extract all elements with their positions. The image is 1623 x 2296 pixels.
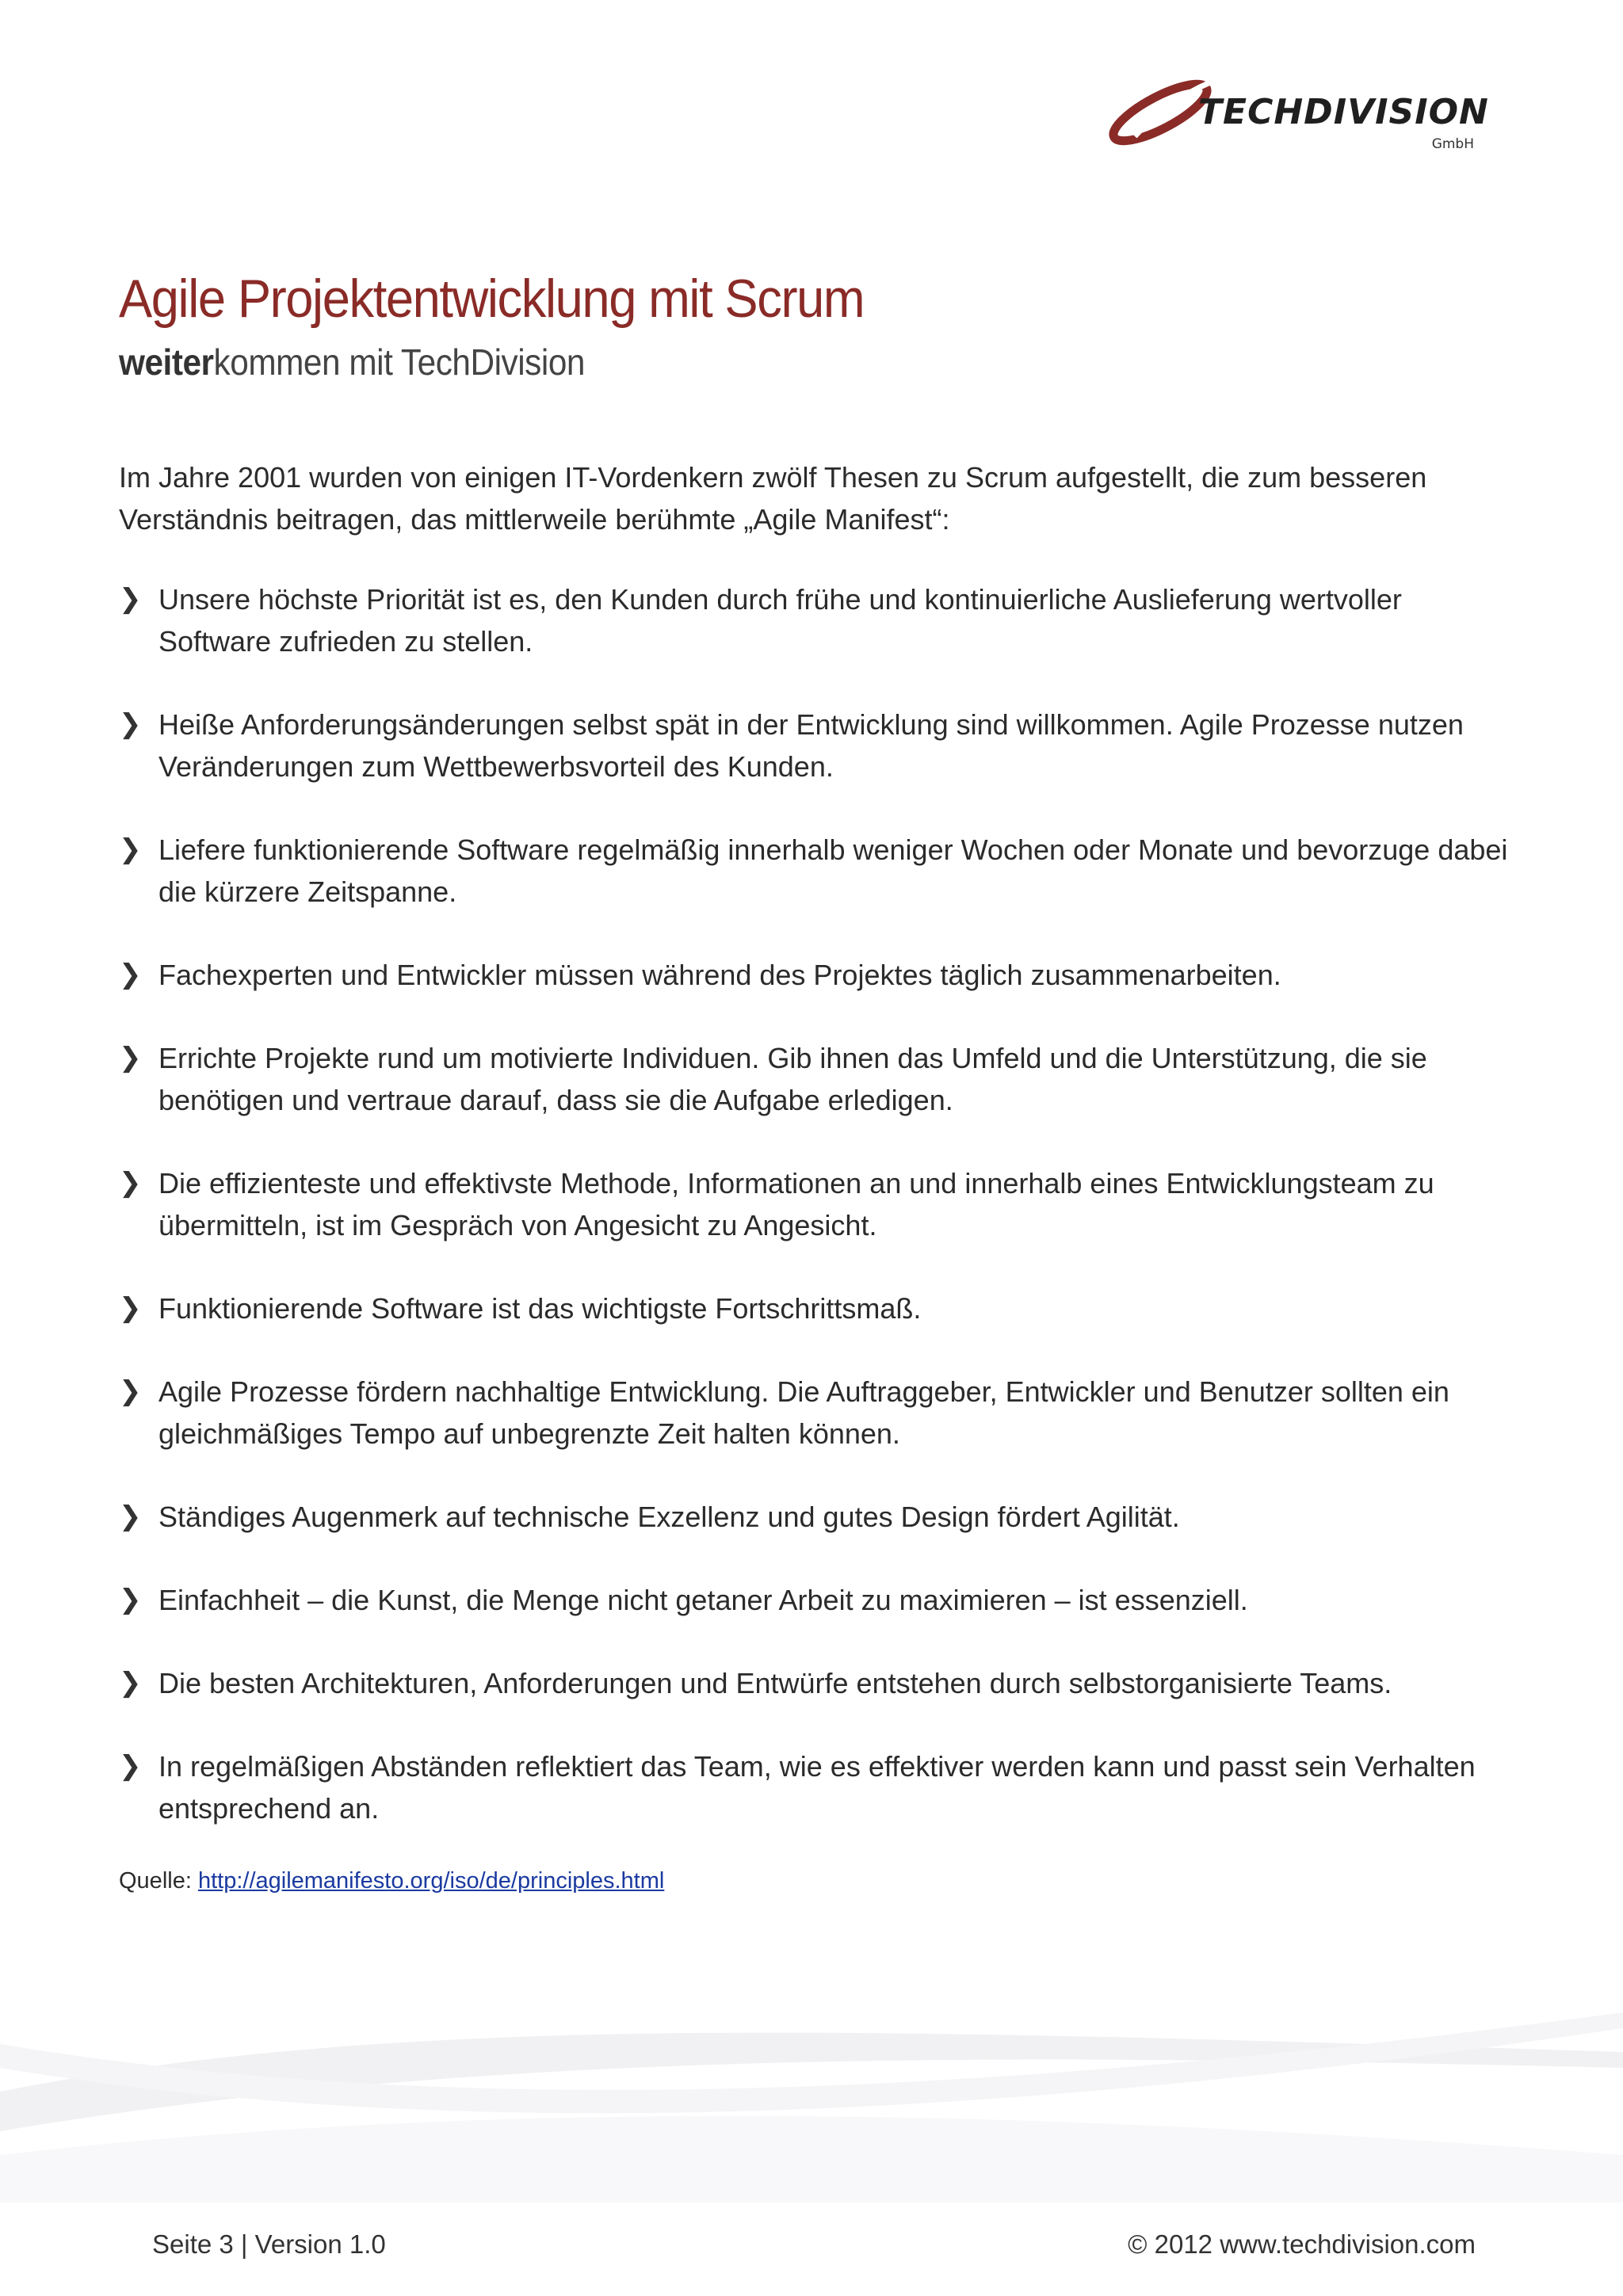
list-item (119, 704, 1514, 788)
list-item (119, 578, 1514, 662)
subtitle-bold: weiter (119, 341, 214, 383)
background-wave (0, 1997, 1623, 2203)
list-item-text: Agile Prozesse fördern nachhaltige Entwicklung. Die Auftraggeber, Entwickler und Benutzer sollten ein gleichmäßiges Tempo auf unbegrenzte Zeit halten können. (158, 1375, 1449, 1450)
footer-copyright: © 2012 www.techdivision.com (1128, 2229, 1476, 2259)
list-item-text: Liefere funktionierende Software regelmäßig innerhalb weniger Wochen oder Monate und bevorzuge dabei die kürzere Zeitspanne. (158, 833, 1508, 908)
chevron-right-icon: ❯ (119, 584, 142, 614)
list-item (119, 1496, 1514, 1538)
chevron-right-icon: ❯ (119, 1668, 142, 1698)
intro-paragraph: Im Jahre 2001 wurden von einigen IT-Vordenkern zwölf Thesen zu Scrum aufgestellt, die zum besseren Verständnis beitragen, das mittlerweile berühmte „Agile Manifest“: (119, 461, 1427, 536)
list-item (119, 1162, 1514, 1246)
page-title: Agile Projektentwicklung mit Scrum (119, 269, 865, 329)
list-item (119, 1287, 1514, 1329)
list-item-text: In regelmäßigen Abständen reflektiert das Team, wie es effektiver werden kann und passt sein Verhalten entsprechend an. (158, 1750, 1476, 1825)
list-item (119, 954, 1514, 996)
list-item-text: Errichte Projekte rund um motivierte Individuen. Gib ihnen das Umfeld und die Unterstützung, die sie benötigen und vertraue darauf, dass sie die Aufgabe erledigen. (158, 1042, 1427, 1116)
page-subtitle (119, 341, 585, 383)
list-item-text: Einfachheit – die Kunst, die Menge nicht getaner Arbeit zu maximieren – ist essenziell. (158, 1584, 1248, 1616)
list-item-text: Unsere höchste Priorität ist es, den Kunden durch frühe und kontinuierliche Auslieferung wertvoller Software zufrieden zu stellen. (158, 583, 1402, 658)
subtitle-rest: kommen mit TechDivision (213, 341, 585, 383)
list-item-text: Fachexperten und Entwickler müssen während des Projektes täglich zusammenarbeiten. (158, 959, 1281, 991)
source-label: Quelle: (119, 1868, 198, 1894)
list-item-text: Funktionierende Software ist das wichtigste Fortschrittsmaß. (158, 1292, 922, 1325)
chevron-right-icon: ❯ (119, 1751, 142, 1781)
chevron-right-icon: ❯ (119, 834, 142, 864)
chevron-right-icon: ❯ (119, 1168, 142, 1198)
list-item-text: Heiße Anforderungsänderungen selbst spät in der Entwicklung sind willkommen. Agile Prozesse nutzen Veränderungen zum Wettbewerbsvorteil des Kunden. (158, 708, 1464, 783)
list-item (119, 1662, 1514, 1704)
chevron-right-icon: ❯ (119, 959, 142, 990)
chevron-right-icon: ❯ (119, 1043, 142, 1073)
techdivision-logo (1103, 63, 1489, 158)
source-citation (119, 1868, 664, 1894)
chevron-right-icon: ❯ (119, 709, 142, 739)
chevron-right-icon: ❯ (119, 1376, 142, 1406)
list-item-text: Die effizienteste und effektivste Methode, Informationen an und innerhalb eines Entwicklungsteam zu übermitteln, ist im Gespräch von Angesicht zu Angesicht. (158, 1167, 1434, 1241)
list-item (119, 829, 1514, 913)
source-link[interactable]: http://agilemanifesto.org/iso/de/principles.html (197, 1868, 665, 1894)
list-item (119, 1371, 1514, 1455)
principles-list (119, 578, 1514, 1871)
list-item-text: Ständiges Augenmerk auf technische Exzellenz und gutes Design fördert Agilität. (158, 1501, 1180, 1533)
chevron-right-icon: ❯ (119, 1585, 142, 1615)
logo-suffix: GmbH (1431, 136, 1474, 152)
chevron-right-icon: ❯ (119, 1501, 142, 1531)
footer-page-info: Seite 3 | Version 1.0 (152, 2229, 386, 2259)
list-item (119, 1745, 1514, 1829)
list-item-text: Die besten Architekturen, Anforderungen und Entwürfe entstehen durch selbstorganisierte Teams. (158, 1667, 1392, 1699)
chevron-right-icon: ❯ (119, 1293, 142, 1323)
list-item (119, 1037, 1514, 1121)
logo-wordmark: TECHDIVISION (1198, 92, 1489, 132)
list-item (119, 1579, 1514, 1621)
